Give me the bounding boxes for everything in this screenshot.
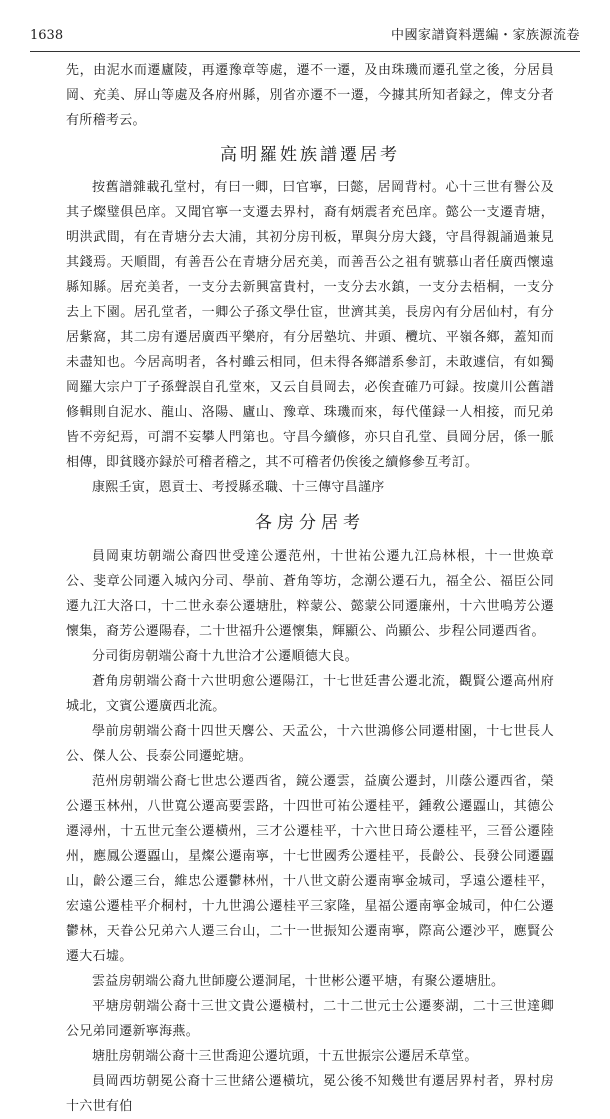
intro-paragraph: 先，由泥水而遷廬陵，再遷豫章等處，遷不一遷，及由珠璣而遷孔堂之後，分居員岡、充美、屏山等處及各府州縣，別省亦遷不一遷，今據其所知者録之，俾支分者有所稽考云。 bbox=[66, 63, 554, 128]
page-number: 1638 bbox=[30, 28, 64, 43]
branch-paragraph: 雲益房朝端公裔九世師慶公遷洞尾，十世彬公遷平塘，有聚公遷塘肚。 bbox=[92, 974, 505, 989]
branch-paragraph: 員岡東坊朝端公裔四世受達公遷范州，十世祐公遷九江烏林根，十一世焕章公、斐章公同遷入城內分司、學前、蒼角等坊，念潮公遷石九，福全公、福臣公同遷九江大洛口，十二世永泰公遷塘肚，粹蒙公、懿蒙公同遷廉州，十六世鳴芳公遷懷集，裔芳公遷陽春，二十世福升公遷懷集，輝顯公、尚顯公、步程公同遷西省。 bbox=[66, 549, 554, 639]
header-rule bbox=[30, 51, 580, 52]
page-header bbox=[30, 26, 580, 48]
branch-paragraph: 分司街房朝端公裔十九世洽才公遷順德大良。 bbox=[92, 649, 359, 664]
running-title: 中國家譜資料選編・家族源流卷 bbox=[390, 28, 580, 43]
section-heading-migration: 高明羅姓族譜遷居考 bbox=[220, 145, 400, 165]
branch-paragraph: 平塘房朝端公裔十三世文貴公遷橫村，二十二世元士公遷麥湖，二十三世達卿公兄弟同遷新寧海燕。 bbox=[66, 999, 554, 1039]
branch-paragraph: 范州房朝端公裔七世忠公遷西省，鏡公遷雲，益廣公遷封，川蔭公遷西省，榮公遷玉林州，八世寬公遷高要雲路，十四世可祐公遷桂平，鍾敎公遷蠠山，其德公遷潯州，十五世元奎公遷橫州，三才公遷桂平，十六世日琦公遷桂平，三晉公遷陸州，應鳳公遷蠠山，星燦公遷南寧，十七世國秀公遷桂平，長齡公、長發公同遷蠠山，齡公遷三台，維忠公遷鬱林州，十八世文蔚公遷南寧金城司，孚遠公遷桂平，宏遠公遷桂平介桐村，十九世鴻公遷桂平三家隆，星福公遷南寧金城司，仲仁公遷鬱林，天眷公兄弟六人遷三台山，二十一世振知公遷南寧，際高公遷沙平，應賢公遷大石墟。 bbox=[66, 774, 554, 964]
branch-paragraph: 塘肚房朝端公裔十三世喬迎公遷坑頭，十五世振宗公遷居禾草堂。 bbox=[92, 1049, 478, 1064]
branch-paragraph: 蒼角房朝端公裔十六世明愈公遷陽江，十七世廷書公遷北流，觀賢公遷高州府城北，文賓公遷廣西北流。 bbox=[66, 674, 554, 714]
page-body bbox=[66, 58, 554, 1119]
branch-paragraph: 員岡西坊朝冕公裔十三世緒公遷橫坑，冕公後不知幾世有遷居界村者，界村房十六世有伯 bbox=[66, 1074, 554, 1114]
branch-paragraph: 學前房朝端公裔十四世天麐公、天孟公，十六世鴻修公同遷柑園，十七世長人公、傑人公、長泰公同遷蛇塘。 bbox=[66, 724, 554, 764]
section-heading-branches: 各房分居考 bbox=[255, 513, 365, 533]
preface-signature: 康熙壬寅，恩貢士、考授縣丞職、十三傳守昌謹序 bbox=[92, 480, 385, 495]
section-paragraph: 按舊譜雜載孔堂村，有曰一卿，曰官寧，曰懿，居岡背村。心十三世有譽公及其子燦璧俱邑庠。又聞官寧一支遷去界村，裔有炳震者充邑庠。懿公一支遷青塘，明洪武間，有在青塘分去大浦，其初分房刊板，單與分房大錢，守昌得親誦過兼見其錢焉。天順間，有善吾公在青塘分居充美，而善吾公之祖有號慕山者任廣西懷遠縣知縣。居充美者，一支分去新興富貴村，一支分去水鎮，一支分去梧桐，一支分去上下園。居孔堂者，一卿公子孫文學仕宦，世濟其美，長房內有分居仙村，有分居紫窩，其二房有遷居廣西平樂府，有分居塾坑、井頭、欖坑、平嶺各鄉，蓋知而未盡知也。今居高明者，各村雖云相同，但未得各鄉譜系參訂，未敢遽信，有如獨岡羅大宗户丁子孫聲誤自孔堂來，又云自員岡去，必俟査確乃可録。按虞川公舊譜修輯則自泥水、龍山、洛陽、廬山、豫章、珠璣而來，每代僅録一人相接，而兄弟皆不旁紀焉，可謂不妄攀人門第也。守昌今續修，亦只自孔堂、員岡分居，係一脈相傳，即貧賤亦録於可稽者稽之，其不可稽者仍俟後之續修參互考訂。 bbox=[66, 180, 554, 470]
